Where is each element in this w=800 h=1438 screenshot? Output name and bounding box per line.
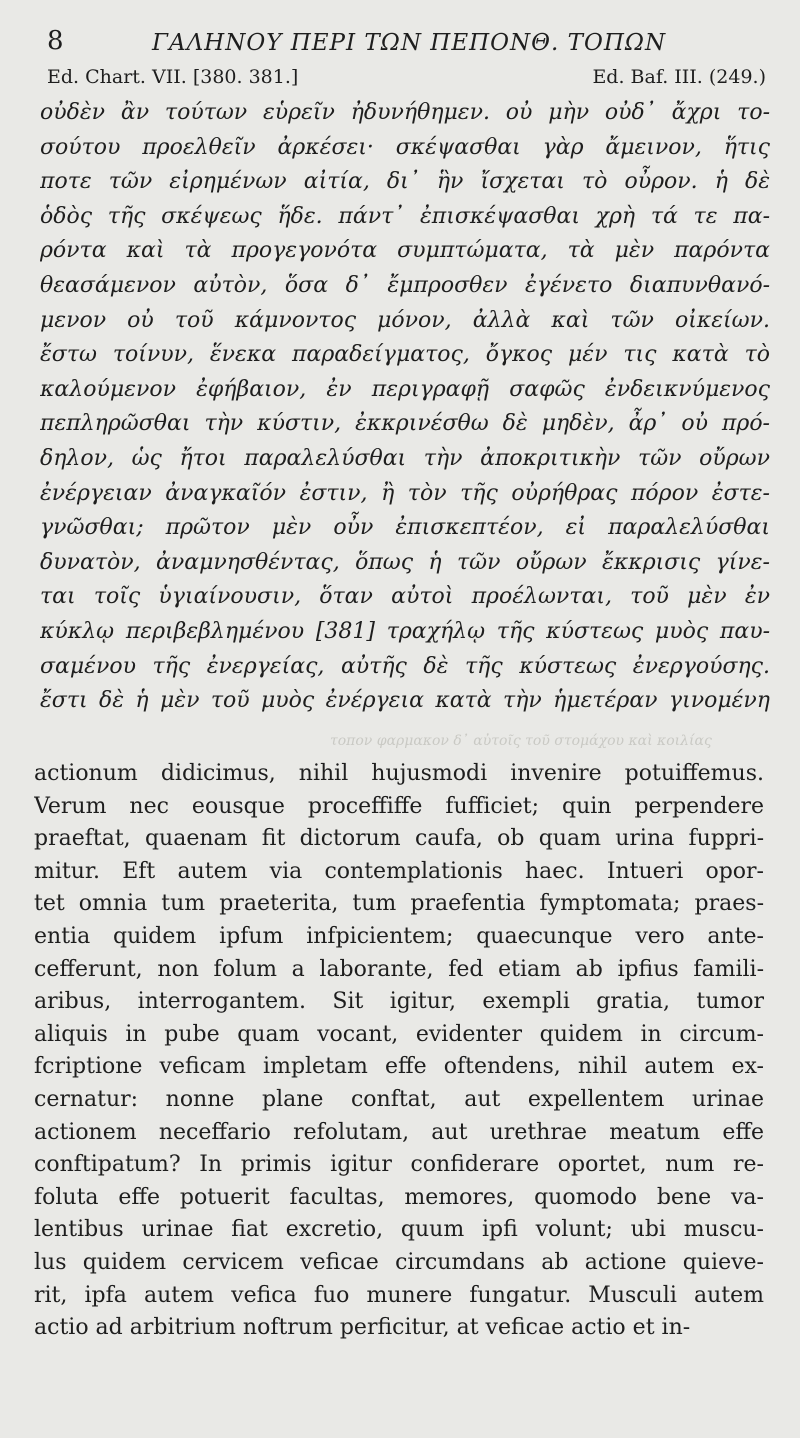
latin-text-line: lus quidem cervicem veficae circumdans ab actione quieve- [34,1249,764,1275]
latin-text-line: aliquis in pube quam vocant, evidenter quidem in circum- [34,1021,764,1047]
page-number: 8 [47,26,64,56]
greek-text-line: πεπληρῶσθαι τὴν κύστιν, ἐκκρινέσθω δὲ μηδὲν, ἆρ᾽ οὐ πρό- [40,411,770,437]
latin-text-line: aribus, interrogantem. Sit igitur, exempli gratia, tumor [34,989,764,1015]
latin-text-line: Verum nec eousque proceffiffe fufficiet; quin perpendere [34,793,764,819]
greek-text-line: σούτου προελθεῖν ἀρκέσει· σκέψασθαι γὰρ ἄμεινον, ἥτις [40,134,770,160]
greek-text-line: οὐδὲν ἂν τούτων εὑρεῖν ἠδυνήθημεν. οὐ μὴν οὐδ᾽ ἄχρι το- [40,100,770,125]
latin-text-line: cernatur: nonne plane conftat, aut expellentem urinae [34,1086,764,1112]
running-header [0,26,800,60]
latin-text-line: actionem neceffario refolutam, aut urethrae meatum effe [34,1119,764,1145]
greek-text-line: δυνατὸν, ἀναμνησθέντας, ὅπως ἡ τῶν οὔρων ἔκκρισις γίνε- [40,549,770,575]
latin-text-line: rit, ipfa autem vefica fuo munere fungatur. Musculi autem [34,1282,764,1308]
greek-text-line: ἔστι δὲ ἡ μὲν τοῦ μυὸς ἐνέργεια κατὰ τὴν ἡμετέραν γινομένη [40,688,770,714]
greek-text-line: ὁδὸς τῆς σκέψεως ἥδε. πάντ᾽ ἐπισκέψασθαι χρὴ τά τε πα- [40,203,770,229]
greek-text-block [40,96,770,719]
edition-chart-ref: Ed. Chart. VII. [380. 381.] [47,66,299,88]
latin-text-line: foluta effe potuerit facultas, memores, quomodo bene va- [34,1184,764,1210]
greek-text-line: ποτε τῶν εἰρημένων αἰτία, δι᾽ ἣν ἴσχεται τὸ οὖρον. ἡ δὲ [40,169,770,195]
latin-text-line: actio ad arbitrium noftrum perficitur, at veficae actio et in- [34,1315,691,1341]
latin-text-line: tet omnia tum praeterita, tum praefentia fymptomata; praes- [34,891,764,917]
greek-text-line: γνῶσθαι; πρῶτον μὲν οὖν ἐπισκεπτέον, εἰ παραλελύσθαι [40,515,770,541]
greek-text-line: ται τοῖς ὑγιαίνουσιν, ὅταν αὐτοὶ προέλωνται, τοῦ μὲν ἐν [40,584,770,610]
greek-text-line: δηλον, ὡς ἤτοι παραλελύσθαι τὴν ἀποκριτικὴν τῶν οὔρων [40,445,770,471]
greek-text-line: ἐνέργειαν ἀναγκαῖόν ἐστιν, ἢ τὸν τῆς οὐρήθρας πόρον ἐστε- [40,480,770,506]
edition-reference-line [0,66,800,92]
bleed-through-text: τοπον φαρμακον δ᾽ αὐτοῖς τοῦ στομάχου καὶ κοιλίας [330,733,712,749]
latin-text-line: actionum didicimus, nihil hujusmodi invenire potuiffemus. [34,761,764,786]
latin-text-line: mitur. Eft autem via contemplationis haec. Intueri opor- [34,858,764,884]
latin-text-line: entia quidem ipfum infpicientem; quaecunque vero ante- [34,923,764,949]
greek-text-line: κύκλῳ περιβεβλημένου [381] τραχήλῳ τῆς κύστεως μυὸς παυ- [40,618,770,644]
latin-text-line: conftipatum? In primis igitur confiderare oportet, num re- [34,1152,764,1178]
greek-text-line: σαμένου τῆς ἐνεργείας, αὐτῆς δὲ τῆς κύστεως ἐνεργούσης. [40,653,770,679]
latin-text-line: cefferunt, non folum a laborante, fed etiam ab ipfius famili- [34,956,764,982]
edition-basel-ref: Ed. Baf. III. (249.) [592,66,766,88]
greek-text-line: ἔστω τοίνυν, ἕνεκα παραδείγματος, ὄγκος μέν τις κατὰ τὸ [40,342,770,368]
latin-text-block [34,758,764,1345]
greek-text-line: θεασάμενον αὐτὸν, ὅσα δ᾽ ἔμπροσθεν ἐγένετο διαπυνθανό- [40,272,770,298]
running-title: ΓΑΛΗΝΟΥ ΠΕΡΙ ΤΩΝ ΠΕΠΟΝΘ. ΤΟΠΩΝ [152,30,667,56]
greek-text-line: ρόντα καὶ τὰ προγεγονότα συμπτώματα, τὰ μὲν παρόντα [40,238,770,264]
latin-text-line: lentibus urinae fiat excretio, quum ipfi volunt; ubi muscu- [34,1217,764,1243]
greek-text-line: μενον οὐ τοῦ κάμνοντος μόνον, ἀλλὰ καὶ τῶν οἰκείων. [40,307,770,333]
latin-text-line: fcriptione veficam impletam effe oftendens, nihil autem ex- [34,1054,764,1080]
latin-text-line: praeftat, quaenam fit dictorum caufa, ob quam urina fuppri- [34,826,764,852]
greek-text-line: καλούμενον ἐφήβαιον, ἐν περιγραφῇ σαφῶς ἐνδεικνύμενος [40,376,770,402]
